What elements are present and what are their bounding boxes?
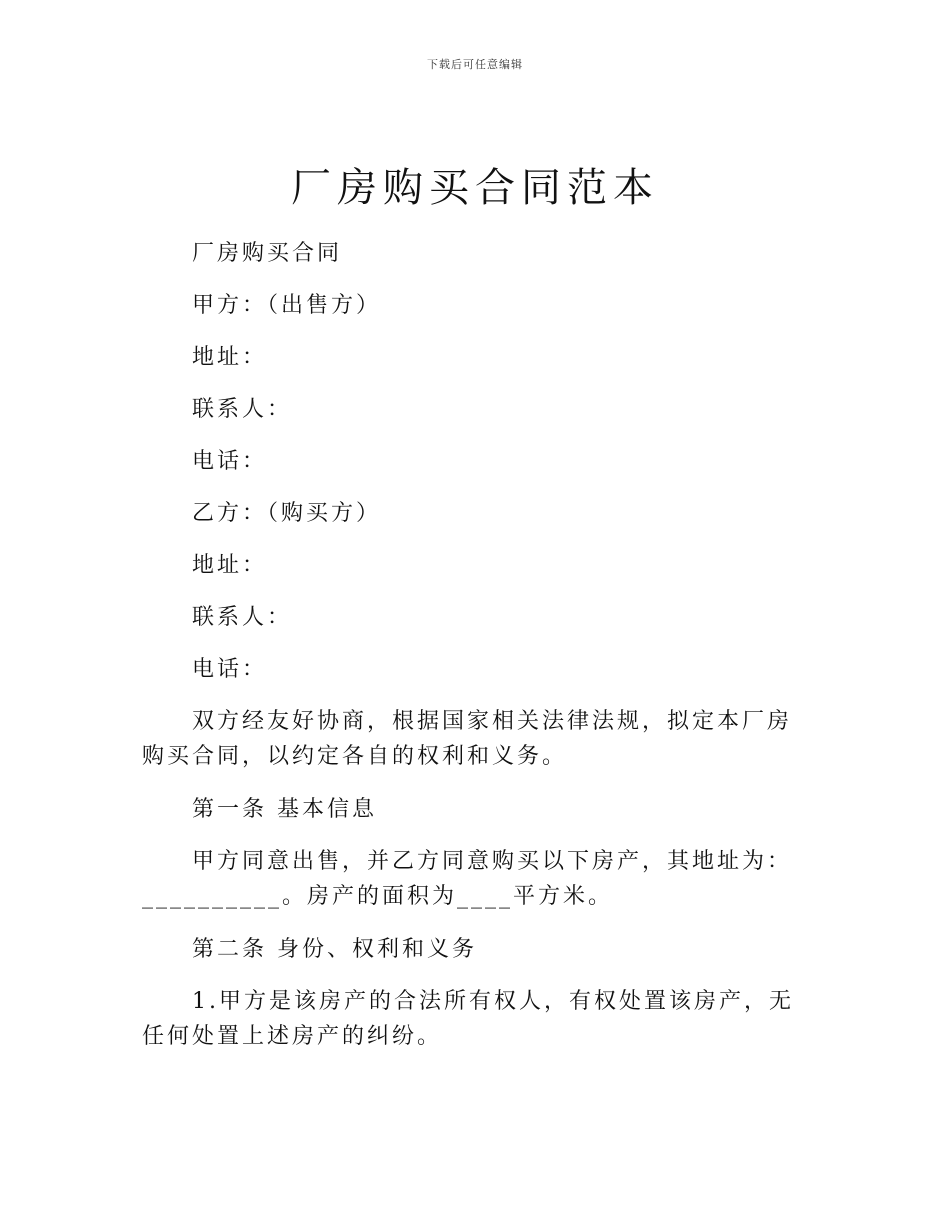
party-b-contact: 联系人： xyxy=(192,605,293,630)
party-b-address: 地址： xyxy=(192,553,268,578)
party-a-label: 甲方：（出售方） xyxy=(192,293,382,318)
party-b-phone: 电话： xyxy=(192,657,268,682)
document-body xyxy=(142,236,812,1072)
document-title: 厂房购买合同范本 xyxy=(291,165,659,211)
contract-name: 厂房购买合同 xyxy=(192,241,343,266)
header-note: 下载后可任意编辑 xyxy=(427,58,523,71)
article-1-paragraph: 甲方同意出售，并乙方同意购买以下房产，其地址为：__________。房产的面积为____平方米。 xyxy=(142,849,793,909)
party-a-contact: 联系人： xyxy=(192,397,293,422)
article-2-item-1: 1.甲方是该房产的合法所有权人，有权处置该房产，无任何处置上述房产的纠纷。 xyxy=(142,989,794,1049)
party-a-address: 地址： xyxy=(192,345,268,370)
article-1-heading: 第一条 基本信息 xyxy=(192,797,377,822)
preamble-paragraph: 双方经友好协商，根据国家相关法律法规，拟定本厂房购买合同，以约定各自的权利和义务。 xyxy=(142,709,793,769)
article-2-heading: 第二条 身份、权利和义务 xyxy=(192,937,477,962)
party-a-phone: 电话： xyxy=(192,449,268,474)
party-b-label: 乙方：（购买方） xyxy=(192,501,382,526)
